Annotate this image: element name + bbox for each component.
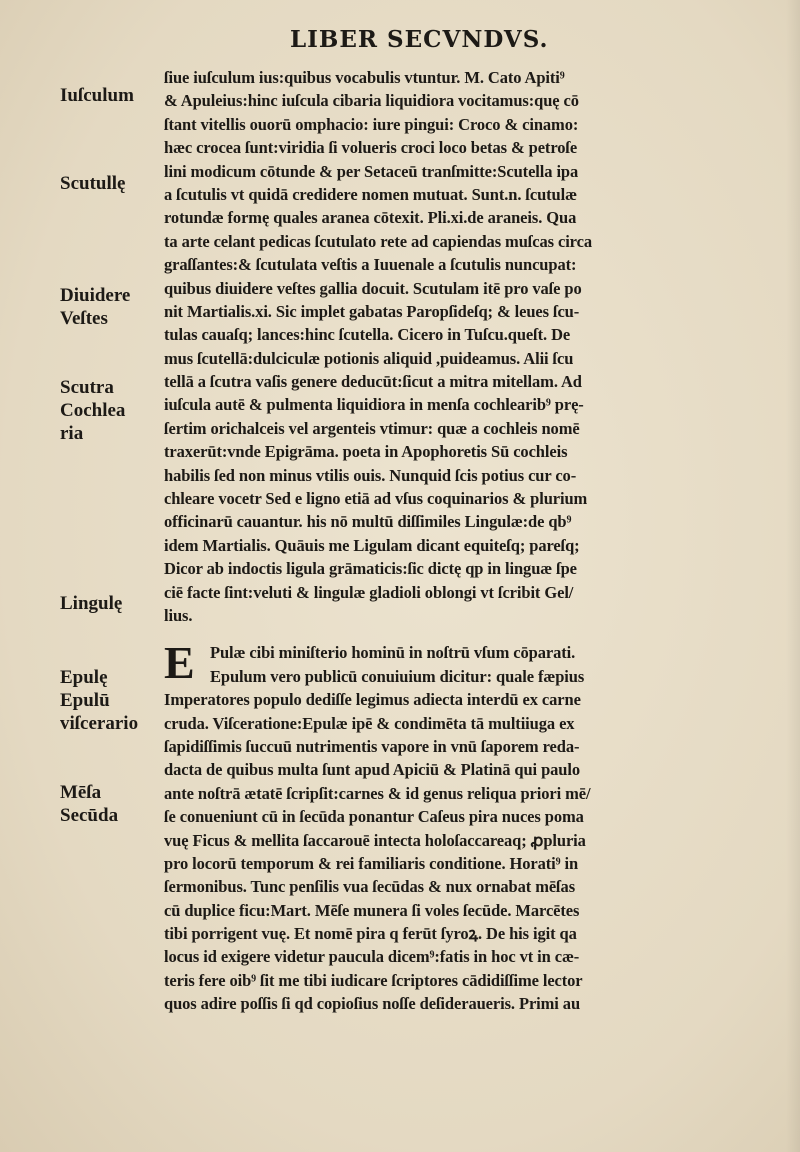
text-line: quibus diuidere veſtes gallia docuit. Scutulam itē pro vaſe po <box>164 278 582 298</box>
text-line: nit Martialis.xi. Sic implet gabatas Paropſideſq; & leues ſcu- <box>164 301 580 321</box>
paragraph-1 <box>164 66 776 627</box>
margin-note: Mēſa <box>60 782 102 803</box>
text-line: iuſcula autē & pulmenta liquidiora in menſa cochlearib⁹ prę- <box>164 395 584 415</box>
text-line: pro locorū temporum & rei familiaris conditione. Horati⁹ in <box>164 853 579 873</box>
text-line: chleare vocetr Sed e ligno etiā ad vſus coquinarios & plurium <box>164 489 588 509</box>
text-line: locus id exigere videtur paucula dicem⁹:fatis in hoc vt in cæ- <box>164 947 580 967</box>
text-line: rotundæ formę quales aranea cōtexit. Pli.xi.de araneis. Qua <box>164 208 577 228</box>
text-line: a ſcutulis vt quidā credidere nomen mutuat. Sunt.n. ſcutulæ <box>164 184 577 204</box>
text-line: tulas cauaſq; lances:hinc ſcutella. Cicero in Tuſcu.queſt. De <box>164 325 571 345</box>
text-line: officinarū cauantur. his nō multū diſſimiles Lingulæ:de qb⁹ <box>164 512 572 532</box>
text-line: cū duplice ficu:Mart. Mēſe munera ſi voles ſecūde. Marcētes <box>164 900 580 920</box>
margin-note: Scutullę <box>60 173 126 194</box>
margin-note: Cochlea <box>60 400 126 421</box>
text-line: vuę Ficus & mellita ſaccarouē intecta holoſaccareaq; ꝓpluria <box>164 830 586 850</box>
text-line: lini modicum cōtunde & per Setaceū tranſmitte:Scutella ipa <box>164 161 579 181</box>
text-line: lius. <box>164 605 193 625</box>
margin-note: ria <box>60 423 84 444</box>
text-line: ciē facte ſint:veluti & lingulæ gladioli oblongi vt ſcribit Gel/ <box>164 582 574 602</box>
text-line: cruda. Viſceratione:Epulæ ipē & condimēta tā multiiuga ex <box>164 713 575 733</box>
margin-note: Epulę <box>60 667 108 688</box>
text-line: Imperatores populo dediſſe legimus adiecta interdū ex carne <box>164 690 581 710</box>
margin-note: Secūda <box>60 805 119 826</box>
text-line: habilis ſed non minus vtilis ouis. Nunquid ſcis potius cur co- <box>164 465 577 485</box>
text-line: & Apuleius:hinc iuſcula cibaria liquidiora vocitamus:quę cō <box>164 91 579 111</box>
margin-note: viſcerario <box>60 713 139 734</box>
text-line: ſe conueniunt cū in ſecūda ponantur Caſeus pira nuces poma <box>164 807 584 827</box>
text-line: idem Martialis. Quāuis me Ligulam dicant equiteſq; pareſq; <box>164 535 580 555</box>
paragraph-gap <box>164 627 776 641</box>
margin-note: Iuſculum <box>60 85 134 106</box>
text-line: dacta de quibus multa ſunt apud Apiciū & Platinā qui paulo <box>164 760 581 780</box>
margin-note: Scutra <box>60 377 114 398</box>
text-line: ſertim orichalceis vel argenteis vtimur: quæ a cochleis nomē <box>164 418 580 438</box>
text-line: quos adire poſſis ſi qd copioſius noſſe deſideraueris. Primi au <box>164 994 581 1014</box>
text-line: hæc crocea ſunt:viridia ſi volueris croci loco betas & petroſe <box>164 138 578 158</box>
page-edge-shadow <box>786 0 800 1152</box>
text-line: ſiue iuſculum ius:quibus vocabulis vtuntur. M. Cato Apiti⁹ <box>164 68 565 87</box>
text-line: ta arte celant pedicas ſcutulato rete ad capiendas muſcas circa <box>164 231 592 251</box>
text-line: ſapidiſſimis ſuccuū nutrimentis vapore in vnū ſaporem reda- <box>164 736 580 756</box>
paragraph-2 <box>164 688 776 1015</box>
main-text-block <box>164 66 776 1016</box>
text-line: traxerūt:vnde Epigrāma. poeta in Apophoretis Sū cochleis <box>164 442 568 462</box>
text-line: ante noſtrā ætatē ſcripſit:carnes & id genus reliqua priori mē/ <box>164 783 591 803</box>
text-line: graſſantes:& ſcutulata veſtis a Iuuenale a ſcutulis nuncupat: <box>164 255 577 275</box>
text-line: tellā a ſcutra vaſis genere deducūt:ſicut a mitra mitellam. Ad <box>164 372 582 392</box>
text-line: Epulum vero publicū conuiuium dicitur: quale fæpius <box>210 666 585 686</box>
text-line: teris fere oib⁹ ſit me tibi iudicare ſcriptores cādidiſſime lector <box>164 970 583 990</box>
margin-note: Diuidere <box>60 285 131 306</box>
running-header: LIBER SECVNDVS. <box>290 26 549 53</box>
margin-note: Epulū <box>60 690 110 711</box>
text-line: tibi porrigent vuę. Et nomē pira q ferūt ſyroꝝ. De his igit qa <box>164 924 577 944</box>
paragraph-2-head <box>164 637 776 689</box>
text-line: ſtant vitellis ouorū omphacio: iure pingui: Croco & cinamo: <box>164 114 579 134</box>
margin-note: Lingulę <box>60 593 123 614</box>
drop-initial: E <box>164 637 195 689</box>
text-line: Dicor ab indoctis ligula grāmaticis:ſic dictę qp in linguæ ſpe <box>164 559 577 579</box>
margin-note: Veſtes <box>60 308 108 329</box>
text-line: mus ſcutellā:dulciculæ potionis aliquid ,puideamus. Alii ſcu <box>164 348 574 368</box>
text-line: Pulæ cibi miniſterio hominū in noſtrū vſum cōparati. <box>210 643 576 663</box>
text-line: ſermonibus. Tunc penſilis vua ſecūdas & nux ornabat mēſas <box>164 877 576 897</box>
